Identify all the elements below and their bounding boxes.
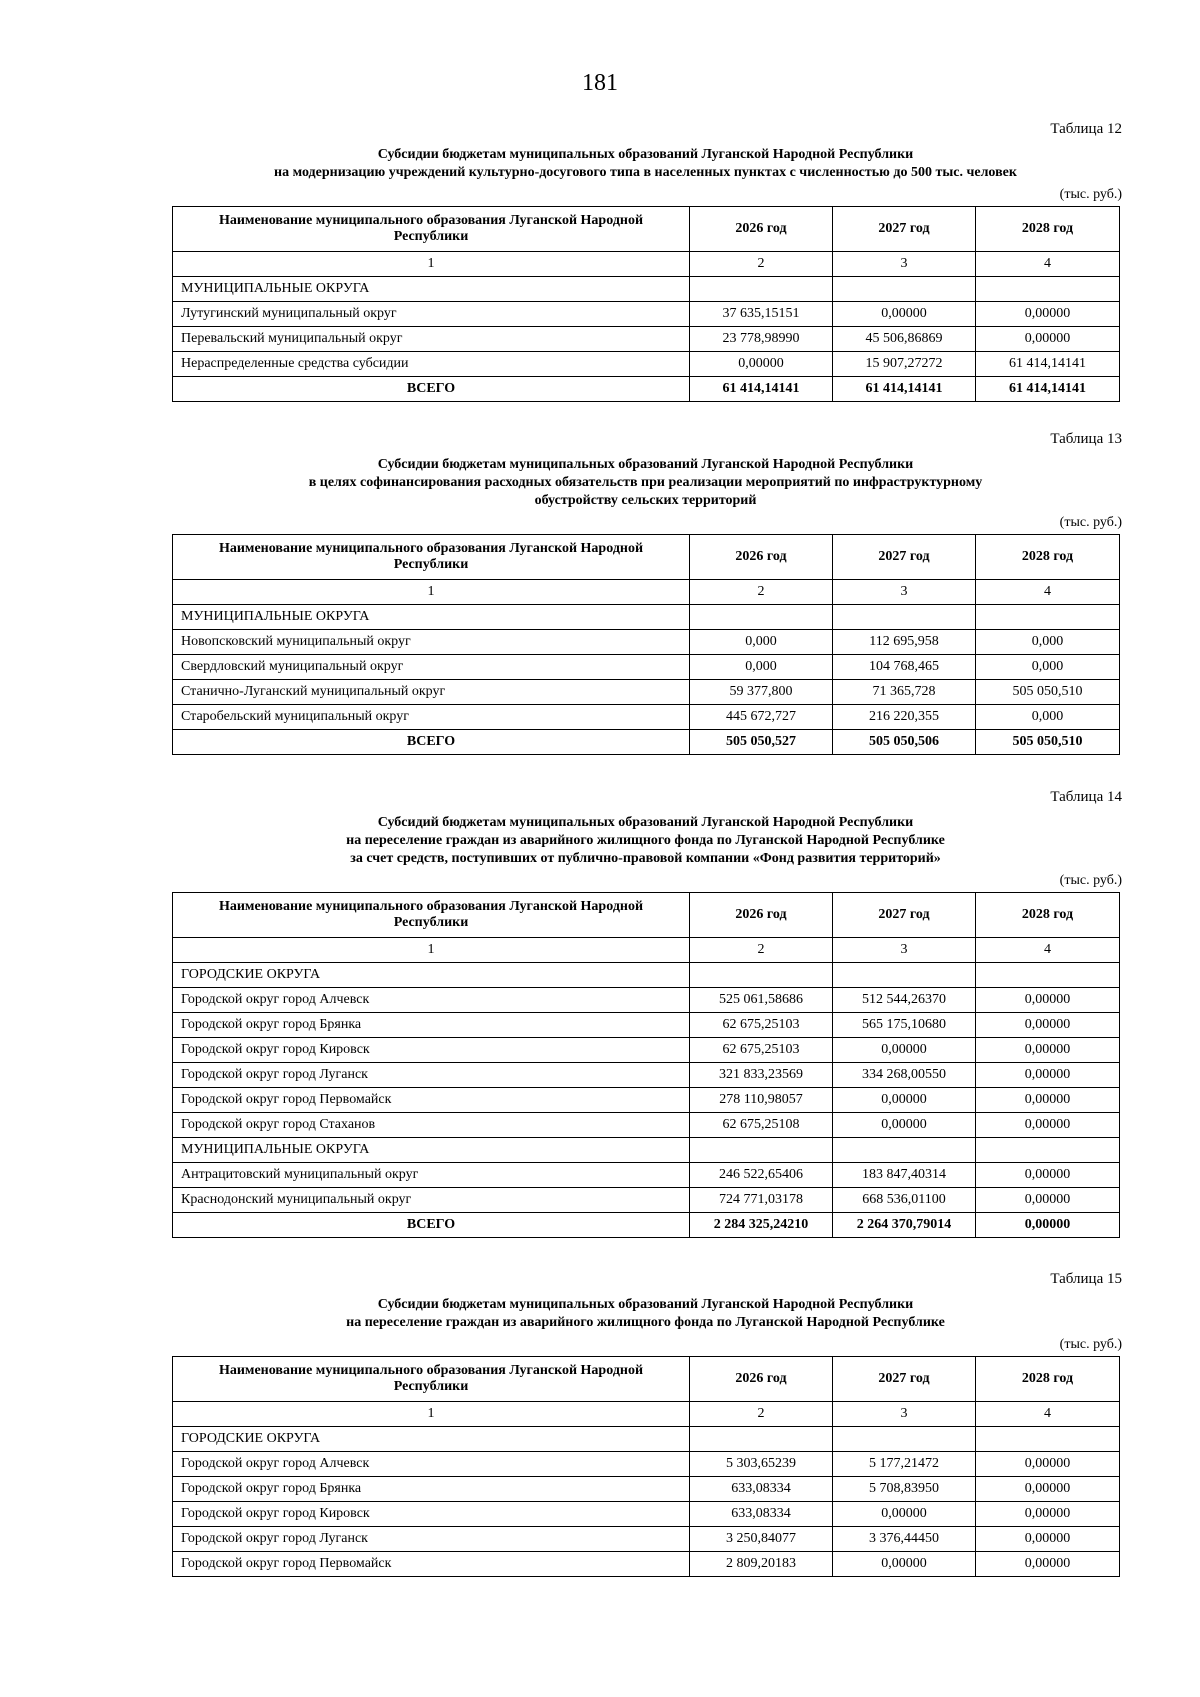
table-row [173, 988, 1120, 1013]
value-2028-cell: 0,00000 [976, 1527, 1120, 1552]
table-title [172, 1296, 1119, 1332]
index-row [173, 580, 1120, 605]
table-title-line: за счет средств, поступивших от публично-правовой компании «Фонд развития территорий» [350, 851, 941, 866]
column-index-cell: 2 [690, 938, 833, 963]
data-table [172, 1356, 1120, 1577]
header-year-column: 2026 год [690, 1357, 833, 1402]
municipality-name-cell: ВСЕГО [173, 730, 690, 755]
empty-cell [833, 605, 976, 630]
municipality-name-cell: ВСЕГО [173, 377, 690, 402]
column-index-cell: 2 [690, 1402, 833, 1427]
table-title [172, 146, 1119, 182]
table-title-line: Субсидий бюджетам муниципальных образований Луганской Народной Республики [377, 815, 914, 830]
section-name-cell: ГОРОДСКИЕ ОКРУГА [173, 1427, 690, 1452]
value-2026-cell: 37 635,15151 [690, 302, 833, 327]
header-year-column: 2027 год [833, 207, 976, 252]
value-2028-cell: 0,000 [976, 630, 1120, 655]
value-2026-cell: 278 110,98057 [690, 1088, 833, 1113]
header-name-column: Наименование муниципального образования Луганской Народной Республики [173, 893, 690, 938]
table-title-line: Субсидии бюджетам муниципальных образований Луганской Народной Республики [377, 147, 914, 162]
header-name-column: Наименование муниципального образования Луганской Народной Республики [173, 535, 690, 580]
empty-cell [976, 1427, 1120, 1452]
section-name-cell: МУНИЦИПАЛЬНЫЕ ОКРУГА [173, 605, 690, 630]
table-row [173, 1063, 1120, 1088]
column-index-cell: 1 [173, 938, 690, 963]
section-name-cell: МУНИЦИПАЛЬНЫЕ ОКРУГА [173, 1138, 690, 1163]
value-2026-cell: 62 675,25103 [690, 1013, 833, 1038]
value-2028-cell: 0,000 [976, 655, 1120, 680]
column-index-cell: 1 [173, 1402, 690, 1427]
index-row [173, 938, 1120, 963]
header-name-column: Наименование муниципального образования Луганской Народной Республики [173, 207, 690, 252]
data-table [172, 892, 1120, 1238]
table-title-line: на переселение граждан из аварийного жилищного фонда по Луганской Народной Республике [346, 833, 945, 848]
total-row [173, 730, 1120, 755]
value-2028-cell: 0,00000 [976, 1113, 1120, 1138]
municipality-name-cell: Городской округ город Алчевск [173, 1452, 690, 1477]
total-row [173, 377, 1120, 402]
table-row [173, 1113, 1120, 1138]
municipality-name-cell: Городской округ город Луганск [173, 1527, 690, 1552]
column-index-cell: 2 [690, 580, 833, 605]
value-2026-cell: 59 377,800 [690, 680, 833, 705]
value-2026-cell: 2 284 325,24210 [690, 1213, 833, 1238]
value-2027-cell: 0,00000 [833, 1113, 976, 1138]
value-2027-cell: 0,00000 [833, 1502, 976, 1527]
value-2028-cell: 505 050,510 [976, 680, 1120, 705]
value-2028-cell: 0,00000 [976, 1188, 1120, 1213]
value-2027-cell: 112 695,958 [833, 630, 976, 655]
value-2028-cell: 0,00000 [976, 988, 1120, 1013]
empty-cell [976, 277, 1120, 302]
value-2027-cell: 104 768,465 [833, 655, 976, 680]
header-year-column: 2028 год [976, 1357, 1120, 1402]
header-row [173, 893, 1120, 938]
table-row [173, 655, 1120, 680]
municipality-name-cell: Городской округ город Стаханов [173, 1113, 690, 1138]
table-block-13 [172, 428, 1122, 755]
empty-cell [690, 605, 833, 630]
table-row [173, 1188, 1120, 1213]
header-year-column: 2026 год [690, 535, 833, 580]
table-block-14 [172, 786, 1122, 1238]
value-2027-cell: 512 544,26370 [833, 988, 976, 1013]
table-title-line: обустройству сельских территорий [534, 493, 757, 508]
municipality-name-cell: Лутугинский муниципальный округ [173, 302, 690, 327]
table-title [172, 814, 1119, 868]
table-row [173, 1552, 1120, 1577]
section-row [173, 1138, 1120, 1163]
table-row [173, 1477, 1120, 1502]
value-2028-cell: 0,00000 [976, 1502, 1120, 1527]
column-index-cell: 4 [976, 580, 1120, 605]
table-title-line: в целях софинансирования расходных обязательств при реализации мероприятий по инфраструктурному [308, 475, 983, 490]
value-2027-cell: 216 220,355 [833, 705, 976, 730]
municipality-name-cell: ВСЕГО [173, 1213, 690, 1238]
municipality-name-cell: Новопсковский муниципальный округ [173, 630, 690, 655]
municipality-name-cell: Перевальский муниципальный округ [173, 327, 690, 352]
value-2028-cell: 0,00000 [976, 1013, 1120, 1038]
header-year-column: 2028 год [976, 535, 1120, 580]
column-index-cell: 3 [833, 1402, 976, 1427]
municipality-name-cell: Городской округ город Кировск [173, 1502, 690, 1527]
value-2026-cell: 62 675,25108 [690, 1113, 833, 1138]
column-index-cell: 3 [833, 580, 976, 605]
value-2027-cell: 61 414,14141 [833, 377, 976, 402]
municipality-name-cell: Антрацитовский муниципальный округ [173, 1163, 690, 1188]
table-row [173, 1527, 1120, 1552]
value-2028-cell: 505 050,510 [976, 730, 1120, 755]
empty-cell [976, 963, 1120, 988]
section-row [173, 1427, 1120, 1452]
column-index-cell: 1 [173, 580, 690, 605]
page-number: 181 [582, 70, 618, 96]
header-year-column: 2028 год [976, 207, 1120, 252]
header-row [173, 1357, 1120, 1402]
municipality-name-cell: Городской округ город Кировск [173, 1038, 690, 1063]
value-2027-cell: 334 268,00550 [833, 1063, 976, 1088]
value-2028-cell: 0,00000 [976, 1213, 1120, 1238]
municipality-name-cell: Свердловский муниципальный округ [173, 655, 690, 680]
value-2028-cell: 0,00000 [976, 1088, 1120, 1113]
value-2027-cell: 5 177,21472 [833, 1452, 976, 1477]
value-2026-cell: 525 061,58686 [690, 988, 833, 1013]
header-year-column: 2027 год [833, 535, 976, 580]
table-title-line: на модернизацию учреждений культурно-досугового типа в населенных пунктах с численностью до 500 тыс. человек [274, 165, 1017, 180]
header-name-column: Наименование муниципального образования Луганской Народной Республики [173, 1357, 690, 1402]
empty-cell [690, 1138, 833, 1163]
value-2027-cell: 45 506,86869 [833, 327, 976, 352]
section-row [173, 963, 1120, 988]
value-2026-cell: 0,00000 [690, 352, 833, 377]
value-2027-cell: 3 376,44450 [833, 1527, 976, 1552]
section-row [173, 277, 1120, 302]
table-title-line: Субсидии бюджетам муниципальных образований Луганской Народной Республики [377, 457, 914, 472]
empty-cell [690, 277, 833, 302]
value-2028-cell: 0,00000 [976, 1477, 1120, 1502]
value-2026-cell: 321 833,23569 [690, 1063, 833, 1088]
column-index-cell: 4 [976, 938, 1120, 963]
empty-cell [690, 1427, 833, 1452]
table-row [173, 1013, 1120, 1038]
value-2027-cell: 15 907,27272 [833, 352, 976, 377]
units-label: (тыс. руб.) [1059, 1337, 1122, 1352]
value-2026-cell: 62 675,25103 [690, 1038, 833, 1063]
value-2027-cell: 0,00000 [833, 1038, 976, 1063]
municipality-name-cell: Городской округ город Брянка [173, 1477, 690, 1502]
table-row [173, 1088, 1120, 1113]
empty-cell [690, 963, 833, 988]
empty-cell [976, 1138, 1120, 1163]
empty-cell [833, 1427, 976, 1452]
value-2028-cell: 0,00000 [976, 1163, 1120, 1188]
column-index-cell: 4 [976, 1402, 1120, 1427]
value-2026-cell: 2 809,20183 [690, 1552, 833, 1577]
table-row [173, 1038, 1120, 1063]
table-row [173, 680, 1120, 705]
value-2026-cell: 23 778,98990 [690, 327, 833, 352]
value-2028-cell: 0,00000 [976, 327, 1120, 352]
section-row [173, 605, 1120, 630]
table-block-15 [172, 1268, 1122, 1577]
municipality-name-cell: Городской округ город Первомайск [173, 1552, 690, 1577]
value-2028-cell: 0,00000 [976, 1063, 1120, 1088]
value-2026-cell: 246 522,65406 [690, 1163, 833, 1188]
municipality-name-cell: Городской округ город Брянка [173, 1013, 690, 1038]
value-2027-cell: 0,00000 [833, 1552, 976, 1577]
value-2026-cell: 0,000 [690, 655, 833, 680]
table-row [173, 327, 1120, 352]
table-title-line: Субсидии бюджетам муниципальных образований Луганской Народной Республики [377, 1297, 914, 1312]
column-index-cell: 1 [173, 252, 690, 277]
value-2027-cell: 565 175,10680 [833, 1013, 976, 1038]
value-2026-cell: 3 250,84077 [690, 1527, 833, 1552]
value-2026-cell: 633,08334 [690, 1502, 833, 1527]
table-label: Таблица 13 [1050, 431, 1122, 447]
table-row [173, 705, 1120, 730]
value-2027-cell: 71 365,728 [833, 680, 976, 705]
units-label: (тыс. руб.) [1059, 515, 1122, 530]
municipality-name-cell: Нераспределенные средства субсидии [173, 352, 690, 377]
header-row [173, 207, 1120, 252]
table-row [173, 630, 1120, 655]
municipality-name-cell: Городской округ город Луганск [173, 1063, 690, 1088]
total-row [173, 1213, 1120, 1238]
value-2027-cell: 0,00000 [833, 1088, 976, 1113]
value-2028-cell: 61 414,14141 [976, 352, 1120, 377]
value-2027-cell: 5 708,83950 [833, 1477, 976, 1502]
table-row [173, 352, 1120, 377]
value-2026-cell: 61 414,14141 [690, 377, 833, 402]
value-2028-cell: 0,00000 [976, 1038, 1120, 1063]
index-row [173, 252, 1120, 277]
value-2028-cell: 0,00000 [976, 1552, 1120, 1577]
municipality-name-cell: Станично-Луганский муниципальный округ [173, 680, 690, 705]
data-table [172, 206, 1120, 402]
section-name-cell: ГОРОДСКИЕ ОКРУГА [173, 963, 690, 988]
column-index-cell: 2 [690, 252, 833, 277]
value-2027-cell: 668 536,01100 [833, 1188, 976, 1213]
table-label: Таблица 14 [1050, 789, 1122, 805]
header-year-column: 2027 год [833, 1357, 976, 1402]
units-label: (тыс. руб.) [1059, 187, 1122, 202]
table-block-12 [172, 118, 1122, 402]
municipality-name-cell: Городской округ город Первомайск [173, 1088, 690, 1113]
table-label: Таблица 15 [1050, 1271, 1122, 1287]
empty-cell [833, 1138, 976, 1163]
value-2026-cell: 445 672,727 [690, 705, 833, 730]
value-2027-cell: 2 264 370,79014 [833, 1213, 976, 1238]
empty-cell [833, 277, 976, 302]
header-year-column: 2026 год [690, 207, 833, 252]
value-2028-cell: 0,000 [976, 705, 1120, 730]
value-2027-cell: 505 050,506 [833, 730, 976, 755]
empty-cell [976, 605, 1120, 630]
value-2026-cell: 724 771,03178 [690, 1188, 833, 1213]
value-2028-cell: 0,00000 [976, 1452, 1120, 1477]
table-row [173, 1452, 1120, 1477]
municipality-name-cell: Старобельский муниципальный округ [173, 705, 690, 730]
header-year-column: 2028 год [976, 893, 1120, 938]
empty-cell [833, 963, 976, 988]
table-row [173, 1163, 1120, 1188]
table-row [173, 1502, 1120, 1527]
table-title [172, 456, 1119, 510]
header-year-column: 2027 год [833, 893, 976, 938]
table-title-line: на переселение граждан из аварийного жилищного фонда по Луганской Народной Республике [346, 1315, 945, 1330]
value-2026-cell: 633,08334 [690, 1477, 833, 1502]
header-row [173, 535, 1120, 580]
value-2028-cell: 61 414,14141 [976, 377, 1120, 402]
value-2028-cell: 0,00000 [976, 302, 1120, 327]
column-index-cell: 3 [833, 252, 976, 277]
value-2026-cell: 0,000 [690, 630, 833, 655]
value-2027-cell: 183 847,40314 [833, 1163, 976, 1188]
municipality-name-cell: Городской округ город Алчевск [173, 988, 690, 1013]
column-index-cell: 3 [833, 938, 976, 963]
value-2026-cell: 505 050,527 [690, 730, 833, 755]
value-2027-cell: 0,00000 [833, 302, 976, 327]
section-name-cell: МУНИЦИПАЛЬНЫЕ ОКРУГА [173, 277, 690, 302]
municipality-name-cell: Краснодонский муниципальный округ [173, 1188, 690, 1213]
header-year-column: 2026 год [690, 893, 833, 938]
table-row [173, 302, 1120, 327]
data-table [172, 534, 1120, 755]
column-index-cell: 4 [976, 252, 1120, 277]
units-label: (тыс. руб.) [1059, 873, 1122, 888]
table-label: Таблица 12 [1050, 121, 1122, 137]
index-row [173, 1402, 1120, 1427]
value-2026-cell: 5 303,65239 [690, 1452, 833, 1477]
